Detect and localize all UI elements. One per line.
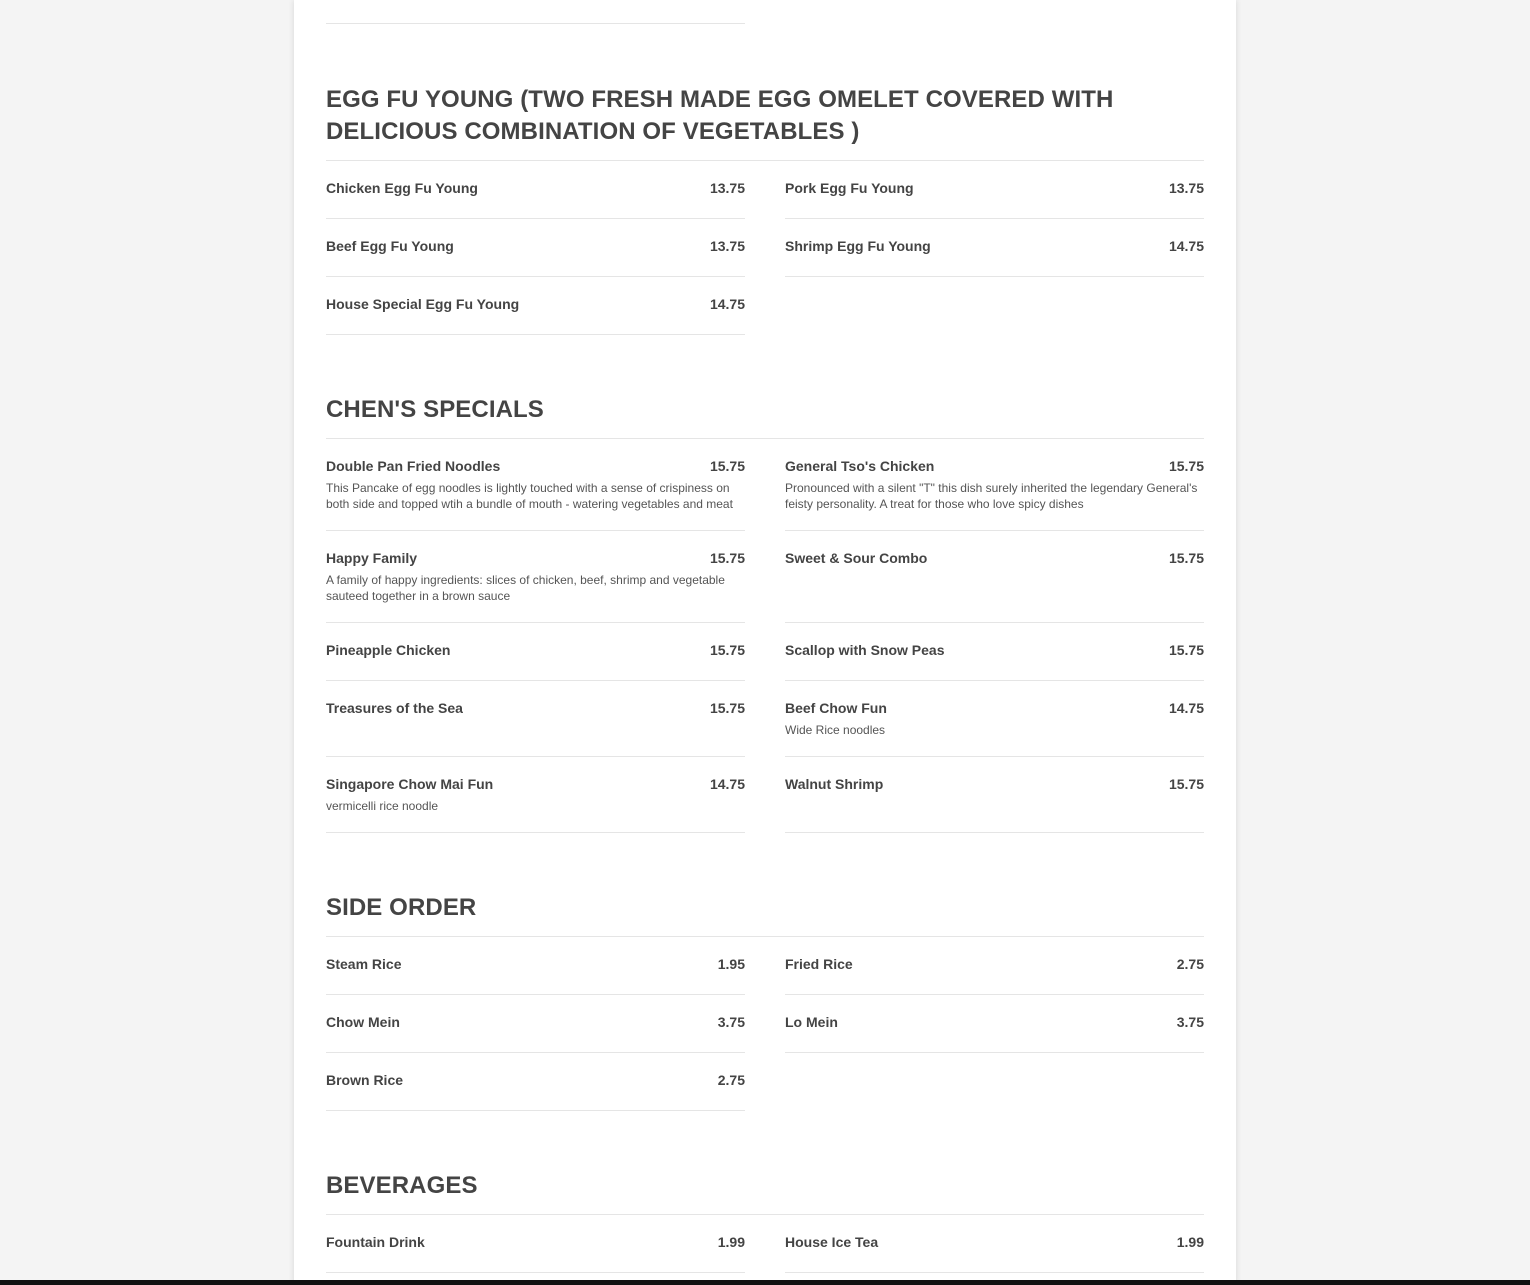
menu-item-name: Steam Rice [326,956,402,972]
menu-item-head [326,296,745,312]
menu-item-name: Beef Egg Fu Young [326,238,454,254]
menu-item-description: vermicelli rice noodle [326,799,439,813]
menu-item[interactable] [785,439,1204,531]
menu-item-description: Pronounced with a silent "T" this dish surely inherited the legendary General's feisty personality. A treat for those who love spicy dishes [785,481,1198,511]
menu-item-head [785,1234,1204,1250]
menu-item-price: 1.95 [717,956,745,972]
menu-item-name: Chow Mein [326,1014,400,1030]
menu-item-price: 14.75 [1168,238,1204,254]
menu-grid [326,937,1204,1111]
menu-item-head [326,1072,745,1088]
menu-item-name: House Ice Tea [785,1234,879,1250]
menu-item-price: 15.75 [709,642,745,658]
menu-page [294,0,1236,1285]
section-chens-specials [326,394,1204,833]
menu-item-name: Shrimp Egg Fu Young [785,238,931,254]
section-title: CHEN'S SPECIALS [326,394,1204,439]
menu-item-name: Brown Rice [326,1072,404,1088]
menu-item-head [326,642,745,658]
menu-item[interactable] [326,757,745,833]
menu-item-name: Lo Mein [785,1014,838,1030]
menu-item-head [326,956,745,972]
menu-item-name: Scallop with Snow Peas [785,642,945,658]
menu-item[interactable] [326,277,745,335]
menu-item-head [326,776,745,792]
menu-item-description: Wide Rice noodles [785,723,886,737]
menu-content [326,0,1204,1273]
menu-item-name: Double Pan Fried Noodles [326,458,501,474]
menu-item-head [785,642,1204,658]
menu-item-price: 14.75 [1168,700,1204,716]
menu-item[interactable] [326,1215,745,1273]
menu-item-price: 13.75 [709,180,745,196]
menu-item[interactable] [326,995,745,1053]
menu-item-price: 15.75 [709,458,745,474]
menu-item-name: General Tso's Chicken [785,458,935,474]
menu-item-price: 15.75 [709,550,745,566]
menu-item[interactable] [326,439,745,531]
menu-item[interactable] [326,681,745,757]
menu-item-price: 1.99 [1176,1234,1204,1250]
menu-item-price: 2.75 [1176,956,1204,972]
menu-item-head [785,956,1204,972]
section-title: SIDE ORDER [326,892,1204,937]
menu-item[interactable] [785,531,1204,623]
menu-item-description: A family of happy ingredients: slices of chicken, beef, shrimp and vegetable sauteed together in a brown sauce [326,573,725,603]
menu-item[interactable] [785,681,1204,757]
section-side-order [326,892,1204,1111]
menu-item[interactable] [785,757,1204,833]
menu-item-name: Fried Rice [785,956,853,972]
menu-item[interactable] [785,937,1204,995]
menu-item-price: 15.75 [709,700,745,716]
menu-item-name: Fountain Drink [326,1234,425,1250]
menu-item-name: Walnut Shrimp [785,776,884,792]
menu-grid [326,161,1204,335]
menu-item-price: 15.75 [1168,458,1204,474]
menu-item-name: Pork Egg Fu Young [785,180,914,196]
menu-item-description: This Pancake of egg noodles is lightly touched with a sense of crispiness on both side and topped wtih a bundle of mouth - watering vegetables and meat [326,481,733,511]
menu-item-head [326,458,745,474]
bottom-bar [0,1280,1530,1285]
menu-item-price: 14.75 [709,776,745,792]
menu-item[interactable] [326,219,745,277]
menu-item-name: Beef Chow Fun [785,700,887,716]
menu-item-price: 15.75 [1168,642,1204,658]
menu-item-name: Happy Family [326,550,418,566]
menu-item-name: House Special Egg Fu Young [326,296,520,312]
menu-grid [326,1215,1204,1273]
menu-item-name: Singapore Chow Mai Fun [326,776,494,792]
menu-item[interactable] [326,937,745,995]
menu-item[interactable] [785,1215,1204,1273]
menu-item-head [326,180,745,196]
section-beverages [326,1170,1204,1273]
menu-item-price: 14.75 [709,296,745,312]
menu-item-price: 13.75 [1168,180,1204,196]
menu-item[interactable] [326,623,745,681]
menu-item[interactable] [785,219,1204,277]
divider [326,23,745,24]
menu-item-head [326,550,745,566]
menu-item-price: 15.75 [1168,776,1204,792]
menu-item-head [785,550,1204,566]
menu-item-name: Sweet & Sour Combo [785,550,928,566]
menu-item-head [326,1234,745,1250]
menu-item[interactable] [326,161,745,219]
menu-item[interactable] [326,1053,745,1111]
menu-item-name: Treasures of the Sea [326,700,463,716]
menu-grid [326,439,1204,833]
menu-item-head [785,238,1204,254]
menu-item-head [785,180,1204,196]
menu-item-price: 15.75 [1168,550,1204,566]
menu-item[interactable] [785,161,1204,219]
menu-item[interactable] [785,995,1204,1053]
previous-section-tail [326,0,1204,24]
menu-item-head [785,776,1204,792]
section-egg-fu-young [326,84,1204,335]
menu-item-head [785,700,1204,716]
menu-item-head [785,1014,1204,1030]
menu-item-head [326,1014,745,1030]
menu-item-head [326,238,745,254]
menu-item-price: 1.99 [717,1234,745,1250]
menu-item[interactable] [785,623,1204,681]
menu-item-price: 13.75 [709,238,745,254]
menu-item-price: 3.75 [1176,1014,1204,1030]
menu-item-name: Chicken Egg Fu Young [326,180,478,196]
section-title: BEVERAGES [326,1170,1204,1215]
menu-item[interactable] [326,531,745,623]
menu-item-price: 3.75 [717,1014,745,1030]
menu-item-head [785,458,1204,474]
menu-item-name: Pineapple Chicken [326,642,451,658]
menu-item-price: 2.75 [717,1072,745,1088]
menu-item-head [326,700,745,716]
section-title: EGG FU YOUNG (TWO FRESH MADE EGG OMELET COVERED WITH DELICIOUS COMBINATION OF VEGETABLES ) [326,84,1204,161]
